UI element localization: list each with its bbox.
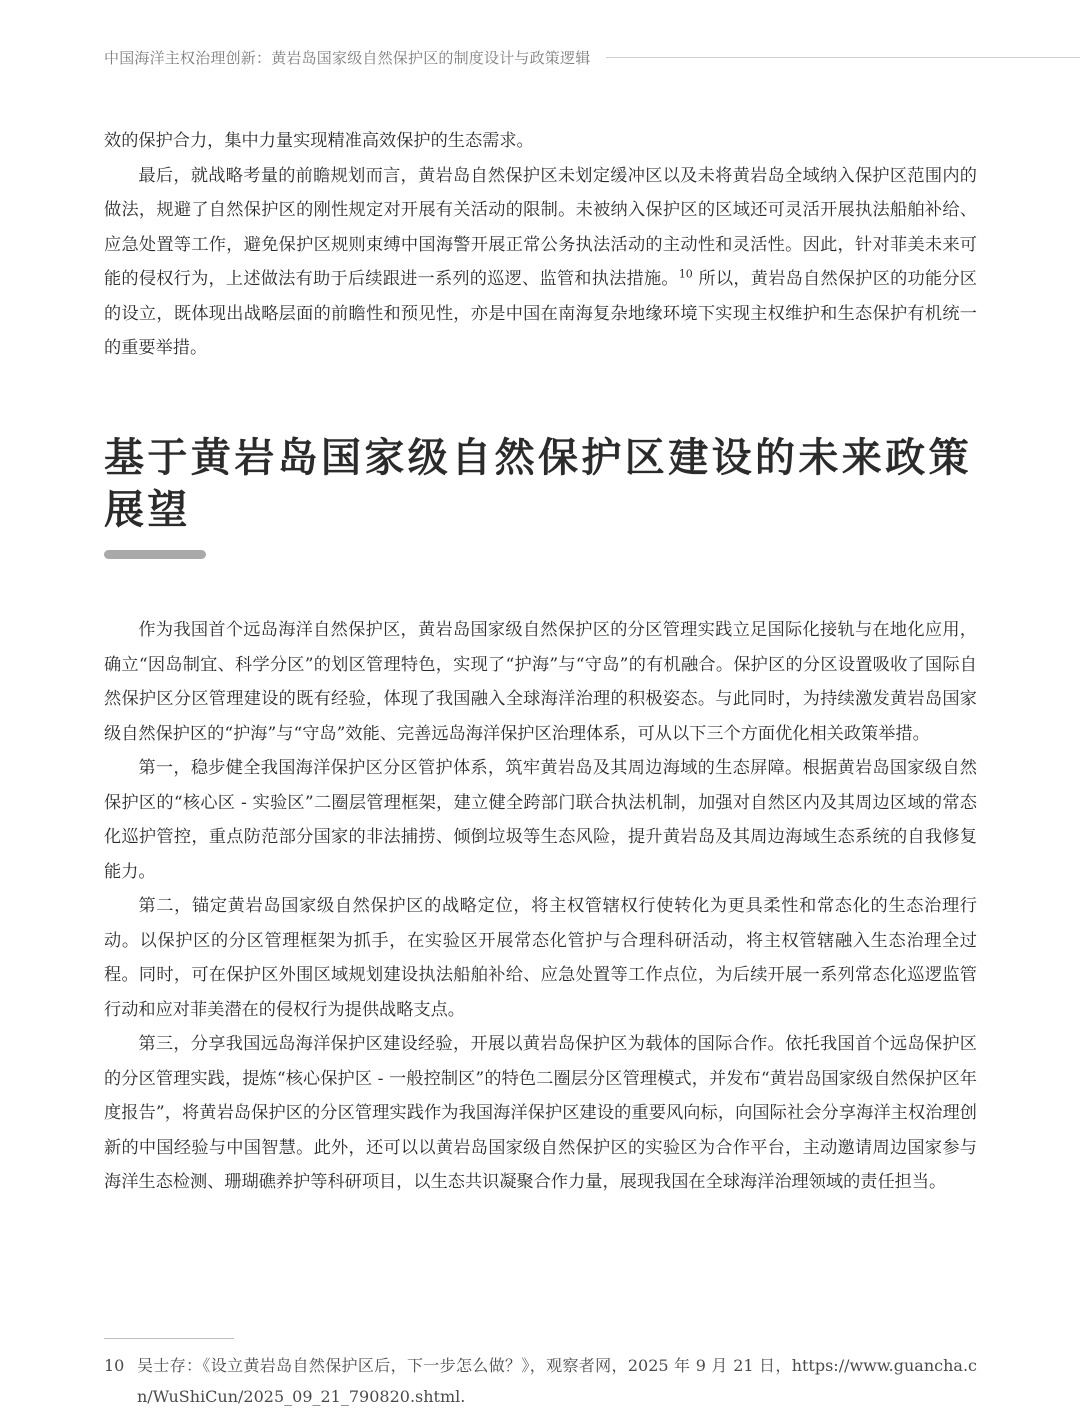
section-heading: 基于黄岩岛国家级自然保护区建设的未来政策展望 (104, 435, 972, 533)
footnote-ref: 10 (678, 267, 693, 281)
header-rule (606, 57, 1080, 58)
section-body (104, 613, 977, 1200)
paragraph-second: 第二，锚定黄岩岛国家级自然保护区的战略定位，将主权管辖权行使转化为更具柔性和常态化的生态治理行动。以保护区的分区管理框架为抓手，在实验区开展常态化管护与合理科研活动，将主权管辖融入生态治理全过程。同时，可在保护区外围区域规划建设执法船舶补给、应急处置等工作点位，为后续开展一系列常态化巡逻监管行动和应对菲美潜在的侵权行为提供战略支点。 (104, 896, 977, 1020)
paragraph-overview: 作为我国首个远岛海洋自然保护区，黄岩岛国家级自然保护区的分区管理实践立足国际化接轨与在地化应用，确立“因岛制宜、科学分区”的划区管理特色，实现了“护海”与“守岛”的有机融合。保护区的分区设置吸收了国际自然保护区分区管理建设的既有经验，体现了我国融入全球海洋治理的积极姿态。与此同时，为持续激发黄岩岛国家级自然保护区的“护海”与“守岛”效能、完善远岛海洋保护区治理体系，可从以下三个方面优化相关政策举措。 (104, 620, 977, 744)
footnote-number: 10 (104, 1356, 125, 1375)
paragraph-third: 第三，分享我国远岛海洋保护区建设经验，开展以黄岩岛保护区为载体的国际合作。依托我国首个远岛保护区的分区管理实践，提炼“核心保护区 - 一般控制区”的特色二圈层分区管理模式，并发布“黄岩岛国家级自然保护区年度报告”，将黄岩岛保护区的分区管理实践作为我国海洋保护区建设的重要风向标，向国际社会分享海洋主权治理创新的中国经验与中国智慧。此外，还可以以黄岩岛国家级自然保护区的实验区为合作平台，主动邀请周边国家参与海洋生态检测、珊瑚礁养护等科研项目，以生态共识凝聚合作力量，展现我国在全球海洋治理领域的责任担当。 (104, 1034, 977, 1192)
footnote-rule (104, 1338, 234, 1339)
footnote (104, 1350, 977, 1412)
paragraph-first: 第一，稳步健全我国海洋保护区分区管护体系，筑牢黄岩岛及其周边海域的生态屏障。根据黄岩岛国家级自然保护区的“核心区 - 实验区”二圈层管理框架，建立健全跨部门联合执法机制，加强对自然区内及其周边区域的常态化巡护管控，重点防范部分国家的非法捕捞、倾倒垃圾等生态风险，提升黄岩岛及其周边海域生态系统的自我修复能力。 (104, 758, 977, 882)
heading-underline-bar (104, 550, 206, 559)
footnote-text: 吴士存：《设立黄岩岛自然保护区后，下一步怎么做？》，观察者网，2025 年 9 月 21 日，https://www.guancha.cn/WuShiCun/2025_09_21_790820.shtml. (137, 1356, 977, 1406)
paragraph-strategy (104, 159, 977, 366)
running-header (104, 47, 1080, 68)
paragraph-continuation: 效的保护合力，集中力量实现精准高效保护的生态需求。 (104, 131, 534, 151)
running-header-title: 中国海洋主权治理创新：黄岩岛国家级自然保护区的制度设计与政策逻辑 (104, 49, 591, 67)
paragraph-strategy-text-cont: 所以，黄岩岛自然保护区的功能分区的设立，既体现出战略层面的前瞻性和预见性，亦是中国在南海复杂地缘环境下实现主权维护和生态保护有机统一的重要举措。 (104, 269, 977, 358)
intro-text (104, 124, 977, 366)
paragraph-strategy-text: 最后，就战略考量的前瞻规划而言，黄岩岛自然保护区未划定缓冲区以及未将黄岩岛全域纳入保护区范围内的做法，规避了自然保护区的刚性规定对开展有关活动的限制。未被纳入保护区的区域还可灵活开展执法船舶补给、应急处置等工作，避免保护区规则束缚中国海警开展正常公务执法活动的主动性和灵活性。因此，针对菲美未来可能的侵权行为，上述做法有助于后续跟进一系列的巡逻、监管和执法措施。 (104, 165, 977, 289)
